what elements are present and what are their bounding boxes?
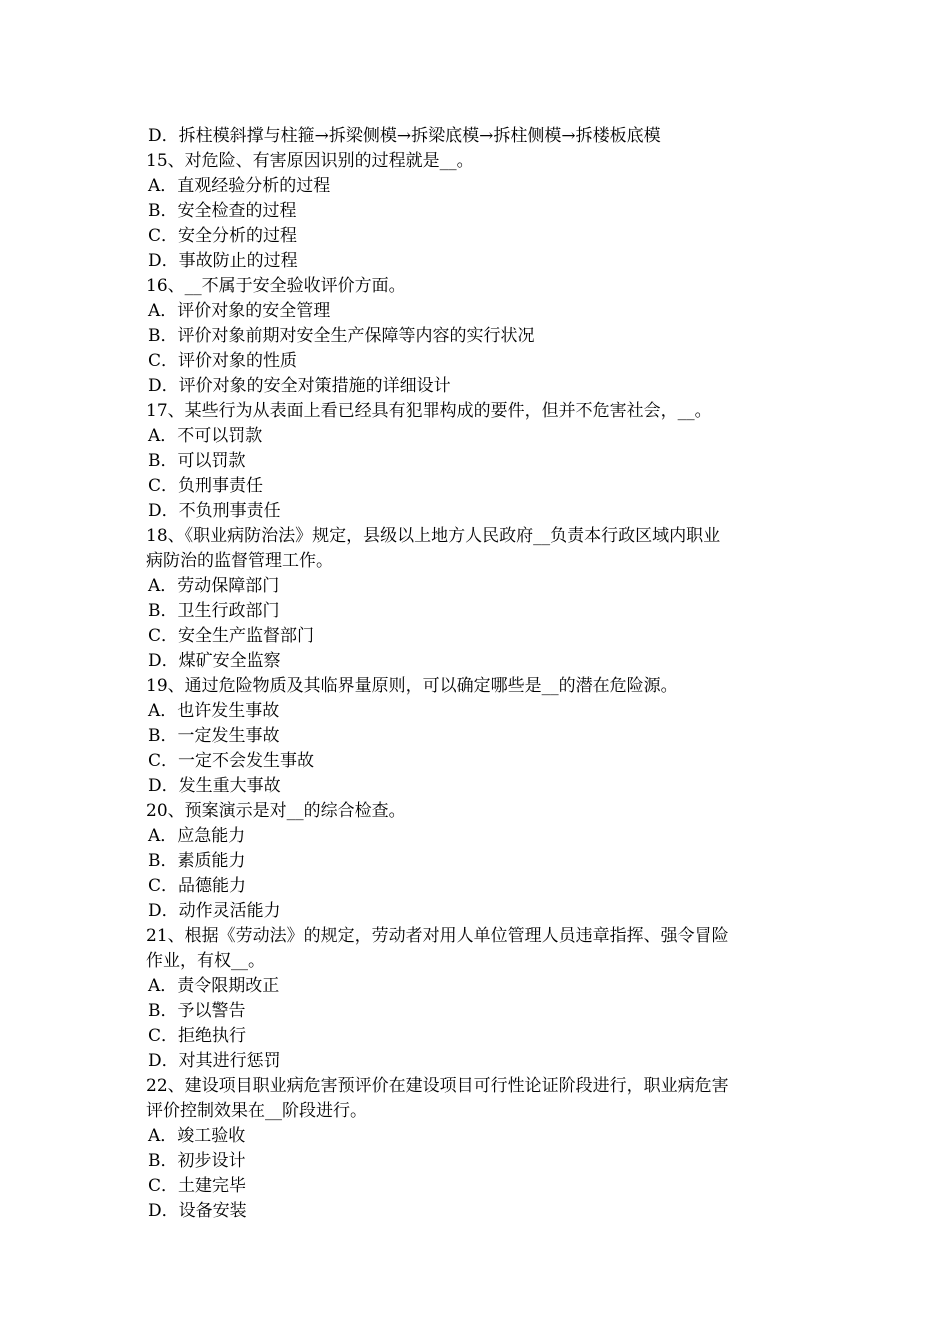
answer-option: A．竣工验收 <box>148 1126 246 1146</box>
answer-option: C．安全分析的过程 <box>148 226 298 246</box>
answer-option: B．安全检查的过程 <box>148 201 297 221</box>
question-text: 19、通过危险物质及其临界量原则，可以确定哪些是__的潜在危险源。 <box>146 676 678 696</box>
question-text: 病防治的监督管理工作。 <box>146 551 333 571</box>
answer-option: B．评价对象前期对安全生产保障等内容的实行状况 <box>148 326 535 346</box>
answer-option: D．对其进行惩罚 <box>148 1051 281 1071</box>
answer-option: D．煤矿安全监察 <box>148 651 281 671</box>
answer-option: A．应急能力 <box>148 826 246 846</box>
question-text: 20、预案演示是对__的综合检查。 <box>146 801 406 821</box>
answer-option: C．拒绝执行 <box>148 1026 247 1046</box>
question-text: 作业，有权__。 <box>146 951 265 971</box>
answer-option: D．不负刑事责任 <box>148 501 281 521</box>
answer-option: A．也许发生事故 <box>148 701 280 721</box>
answer-option: A．责令限期改正 <box>148 976 280 996</box>
answer-option: D．拆柱模斜撑与柱箍→拆梁侧模→拆梁底模→拆柱侧模→拆楼板底模 <box>148 126 661 146</box>
answer-option: B．一定发生事故 <box>148 726 280 746</box>
answer-option: A．直观经验分析的过程 <box>148 176 331 196</box>
answer-option: B．卫生行政部门 <box>148 601 280 621</box>
answer-option: C．评价对象的性质 <box>148 351 298 371</box>
answer-option: B．初步设计 <box>148 1151 246 1171</box>
question-text: 16、__不属于安全验收评价方面。 <box>146 276 406 296</box>
question-list <box>146 124 810 1224</box>
answer-option: D．设备安装 <box>148 1201 247 1221</box>
answer-option: B．可以罚款 <box>148 451 246 471</box>
answer-option: D．发生重大事故 <box>148 776 281 796</box>
answer-option: A．劳动保障部门 <box>148 576 280 596</box>
question-text: 22、建设项目职业病危害预评价在建设项目可行性论证阶段进行，职业病危害 <box>146 1076 729 1096</box>
question-text: 18、《职业病防治法》规定，县级以上地方人民政府__负责本行政区域内职业 <box>146 526 721 546</box>
answer-option: C．品德能力 <box>148 876 247 896</box>
answer-option: D．事故防止的过程 <box>148 251 298 271</box>
question-text: 21、根据《劳动法》的规定，劳动者对用人单位管理人员违章指挥、强令冒险 <box>146 926 729 946</box>
question-text: 评价控制效果在__阶段进行。 <box>146 1101 367 1121</box>
answer-option: C．土建完毕 <box>148 1176 247 1196</box>
question-text: 17、某些行为从表面上看已经具有犯罪构成的要件，但并不危害社会，__。 <box>146 401 712 421</box>
answer-option: C．安全生产监督部门 <box>148 626 315 646</box>
answer-option: D．动作灵活能力 <box>148 901 281 921</box>
answer-option: C．负刑事责任 <box>148 476 264 496</box>
answer-option: A．评价对象的安全管理 <box>148 301 331 321</box>
answer-option: C．一定不会发生事故 <box>148 751 315 771</box>
question-text: 15、对危险、有害原因识别的过程就是__。 <box>146 151 474 171</box>
answer-option: B．予以警告 <box>148 1001 246 1021</box>
answer-option: A．不可以罚款 <box>148 426 263 446</box>
answer-option: D．评价对象的安全对策措施的详细设计 <box>148 376 451 396</box>
answer-option: B．素质能力 <box>148 851 246 871</box>
